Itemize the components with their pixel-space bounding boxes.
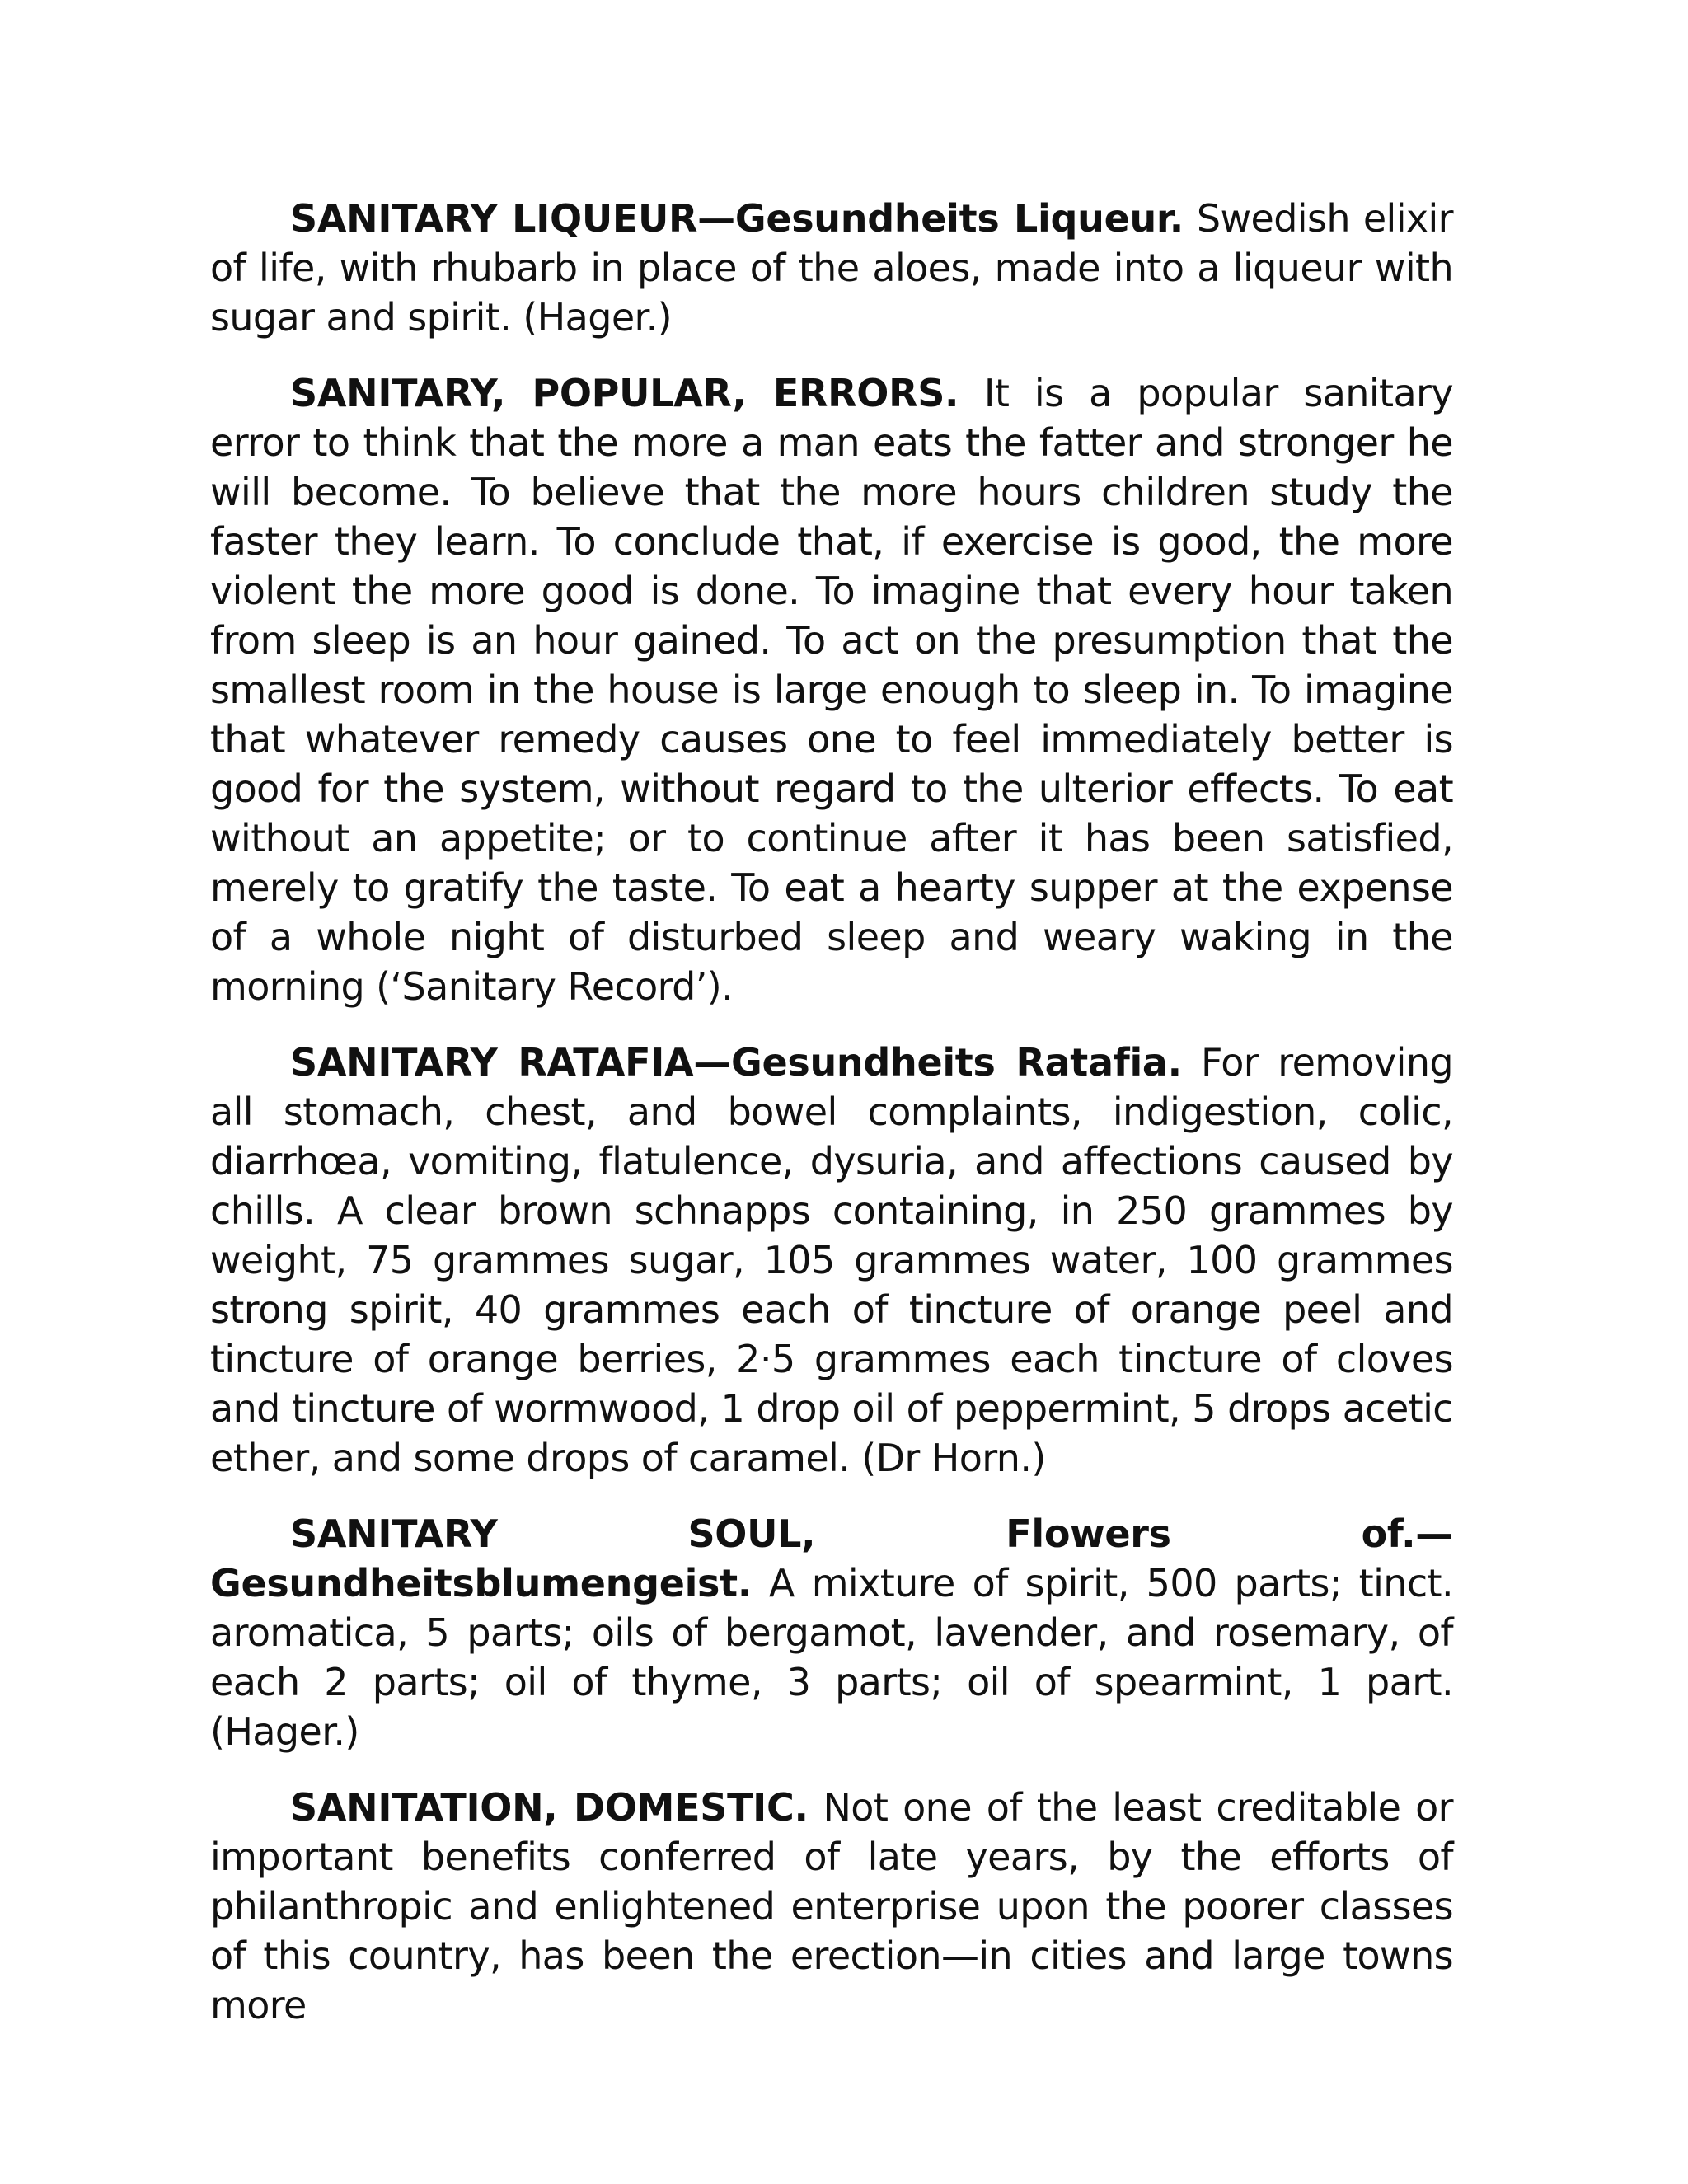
entry-body: Swedish elixir of life, with rhubarb in place of the aloes, made into a liqueur with sugar and spirit. (Hager.) (210, 196, 1453, 340)
entry-sanitary-ratafia (210, 1038, 1453, 1483)
entry-body: For removing all stomach, chest, and bowel complaints, indigestion, colic, diarrhœa, vomiting, flatulence, dysuria, and affections caused by chills. A clear brown schnapps containing, in 250 grammes by weight, 75 grammes sugar, 105 grammes water, 100 grammes strong spirit, 40 grammes each of tincture of orange peel and tincture of orange berries, 2·5 grammes each tincture of cloves and tincture of wormwood, 1 drop oil of peppermint, 5 drops acetic ether, and some drops of caramel. (Dr Horn.) (210, 1040, 1453, 1480)
entry-body: A mixture of spirit, 500 parts; tinct. aromatica, 5 parts; oils of bergamot, lavender, and rosemary, of each 2 parts; oil of thyme, 3 parts; oil of spearmint, 1 part. (Hager.) (210, 1561, 1453, 1754)
entry-heading: SANITARY RATAFIA—Gesundheits Ratafia. (290, 1040, 1182, 1085)
entry-sanitary-soul (210, 1509, 1453, 1756)
entry-body: It is a popular sanitary error to think that the more a man eats the fatter and stronger he will become. To believe that the more hours children study the faster they learn. To conclude that, if exercise is good, the more violent the more good is done. To imagine that every hour taken from sleep is an hour gained. To act on the presumption that the smallest room in the house is large enough to sleep in. To imagine that whatever remedy causes one to feel immediately better is good for the system, without regard to the ulterior effects. To eat without an appetite; or to continue after it has been satisfied, merely to gratify the taste. To eat a hearty supper at the expense of a whole night of disturbed sleep and weary waking in the morning (‘Sanitary Record’). (210, 371, 1453, 1009)
entry-heading: SANITARY LIQUEUR—Gesundheits Liqueur. (290, 196, 1184, 241)
entry-sanitation-domestic (210, 1783, 1453, 2030)
entry-heading: SANITARY, POPULAR, ERRORS. (290, 371, 959, 415)
entry-sanitary-liqueur (210, 194, 1453, 342)
entry-body: Not one of the least creditable or important benefits conferred of late years, by the efforts of philanthropic and enlightened enterprise upon the poorer classes of this country, has been the erection—in cities and large towns more (210, 1785, 1453, 2027)
document-page (210, 194, 1453, 2056)
entry-heading: SANITATION, DOMESTIC. (290, 1785, 809, 1830)
entry-heading: SANITARY SOUL, Flowers of.—Gesundheitsblumengeist. (210, 1511, 1453, 1605)
entry-sanitary-popular-errors (210, 368, 1453, 1011)
